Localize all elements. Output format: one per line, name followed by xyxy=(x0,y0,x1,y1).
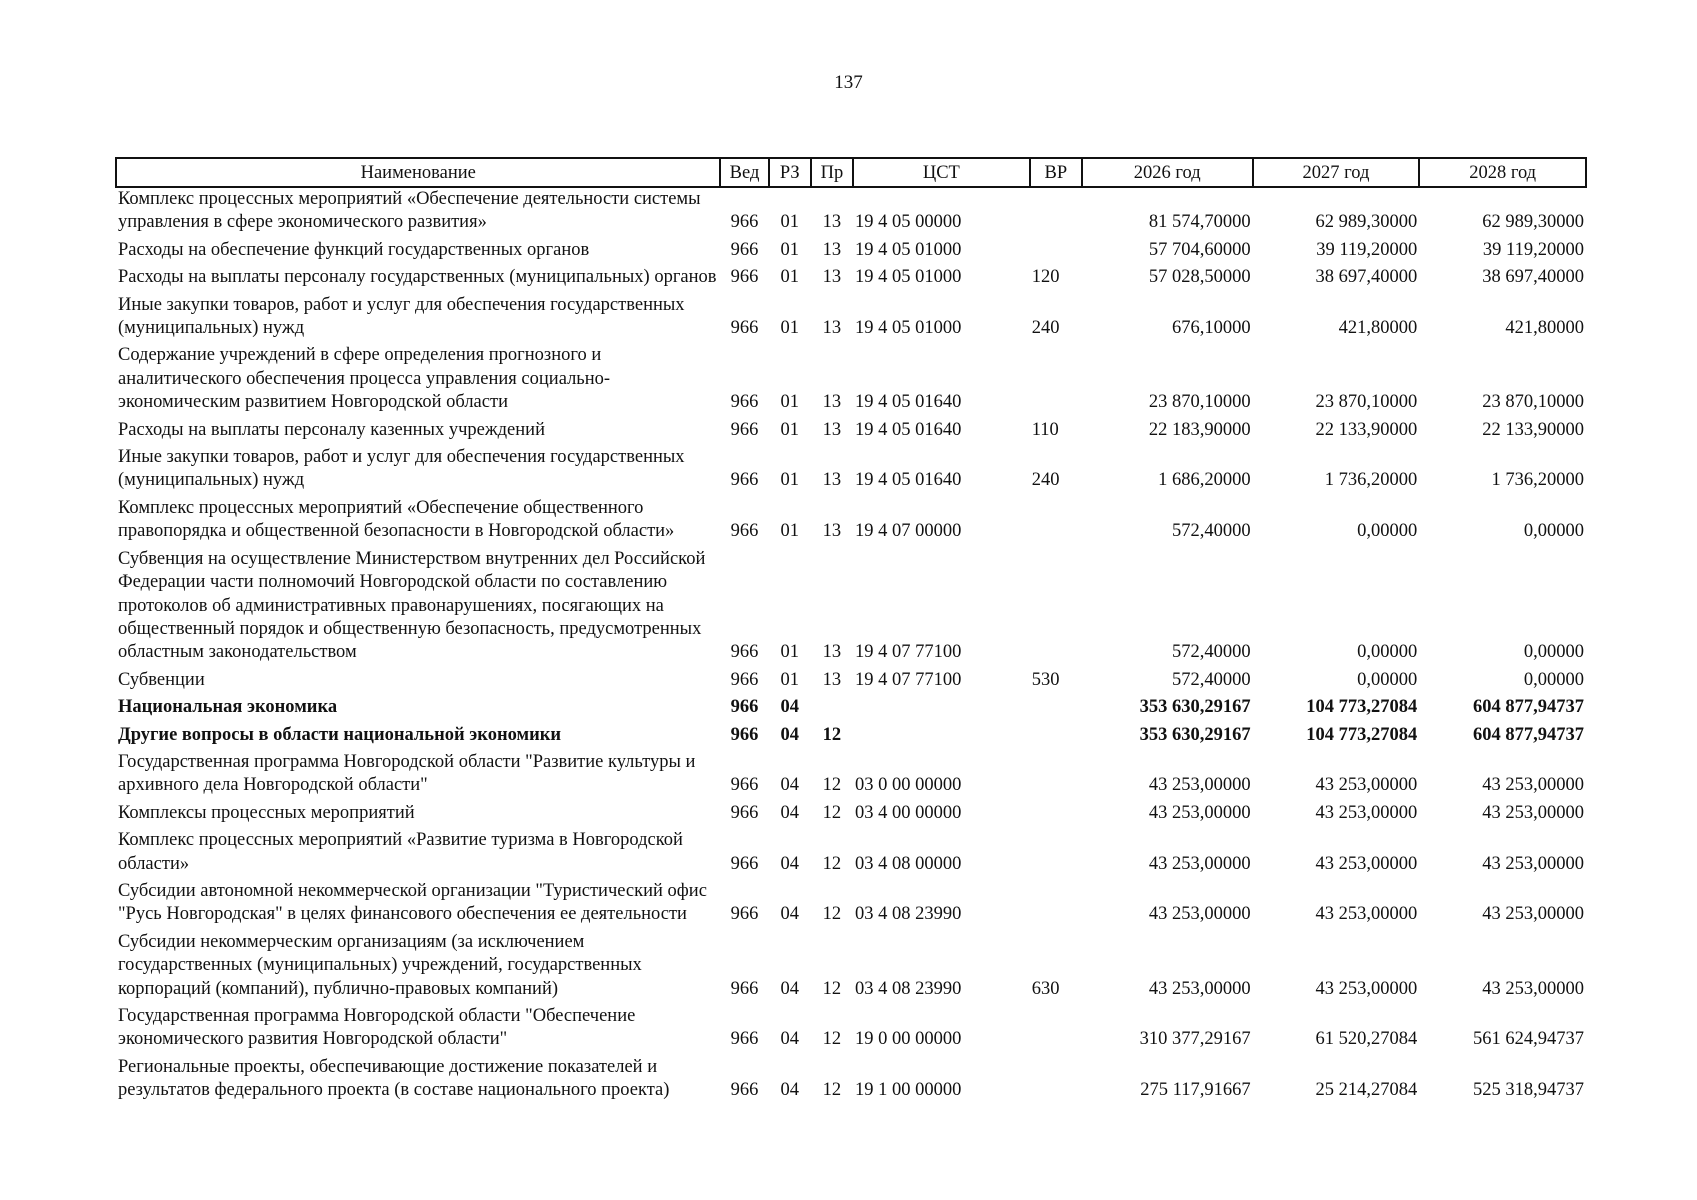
row-pr: 13 xyxy=(822,392,842,413)
row-pr: 13 xyxy=(822,419,842,440)
row-rz: 01 xyxy=(780,267,799,288)
row-amount-2026: 43 253,00000 xyxy=(1148,853,1251,874)
row-rz: 04 xyxy=(780,802,799,823)
row-amount-2027: 61 520,27084 xyxy=(1315,1029,1418,1050)
row-amount-2026: 275 117,91667 xyxy=(1140,1080,1251,1101)
row-rz: 01 xyxy=(780,318,799,339)
row-amount-2027: 0,00000 xyxy=(1357,642,1418,663)
row-rz: 01 xyxy=(780,470,799,491)
header-vr: ВР xyxy=(1030,158,1082,187)
row-rz: 01 xyxy=(780,642,799,663)
row-name: Региональные проекты, обеспечивающие достижение показателей и результатов федерального проекта (в составе национального проекта) xyxy=(118,1056,670,1101)
row-rz: 01 xyxy=(780,212,799,233)
row-vr xyxy=(1030,692,1082,719)
row-vr: 240 xyxy=(1031,318,1060,339)
row-amount-2028: 561 624,94737 xyxy=(1473,1029,1584,1050)
header-rz: РЗ xyxy=(769,158,811,187)
row-cst: 19 4 05 01000 xyxy=(854,239,962,260)
row-pr: 13 xyxy=(822,470,842,491)
row-ved: 966 xyxy=(730,1080,759,1101)
row-name: Расходы на выплаты персоналу государственных (муниципальных) органов xyxy=(118,267,717,288)
row-amount-2027: 62 989,30000 xyxy=(1315,212,1418,233)
row-name: Комплекс процессных мероприятий «Развитие туризма в Новгородской области» xyxy=(118,830,683,874)
row-cst: 19 4 07 77100 xyxy=(854,642,962,663)
row-pr: 13 xyxy=(822,318,842,339)
row-amount-2026: 1 686,20000 xyxy=(1158,470,1251,491)
row-name: Субвенция на осуществление Министерством внутренних дел Российской Федерации части полномочий Новгородской области по составлению протоколов об административных правонарушениях, посягающих на общественный порядок и общественную безопасность, предусмотренных областным законодательством xyxy=(118,548,706,663)
row-pr: 12 xyxy=(822,853,842,874)
row-amount-2028: 43 253,00000 xyxy=(1482,904,1584,925)
row-cst: 03 4 00 00000 xyxy=(854,802,962,823)
row-vr xyxy=(1030,747,1082,798)
row-amount-2026: 57 704,60000 xyxy=(1148,239,1251,260)
table-row xyxy=(116,876,1586,927)
row-cst: 19 4 05 01640 xyxy=(854,392,962,413)
row-vr xyxy=(1030,187,1082,235)
row-cst: 19 4 05 01000 xyxy=(854,318,962,339)
table-row xyxy=(116,747,1586,798)
row-ved: 966 xyxy=(730,697,759,718)
row-name: Субсидии автономной некоммерческой организации "Туристический офис "Русь Новгородская" в целях финансового обеспечения ее деятельности xyxy=(118,880,707,925)
row-name: Субвенции xyxy=(118,669,205,690)
row-amount-2027: 421,80000 xyxy=(1338,318,1418,339)
row-ved: 966 xyxy=(730,212,759,233)
row-pr: 13 xyxy=(822,669,842,690)
row-amount-2028: 38 697,40000 xyxy=(1482,267,1584,288)
table-row xyxy=(116,692,1586,719)
row-pr: 12 xyxy=(822,978,842,999)
row-amount-2026: 572,40000 xyxy=(1171,521,1251,542)
row-ved: 966 xyxy=(730,724,759,745)
row-ved: 966 xyxy=(730,642,759,663)
row-ved: 966 xyxy=(730,802,759,823)
row-name: Субсидии некоммерческим организациям (за исключением государственных (муниципальных) учреждений, государственных корпораций (компаний), публично-правовых компаний) xyxy=(118,931,642,999)
row-cst: 03 4 08 00000 xyxy=(854,853,962,874)
row-amount-2027: 43 253,00000 xyxy=(1315,802,1418,823)
header-pr: Пр xyxy=(811,158,853,187)
row-amount-2026: 572,40000 xyxy=(1171,642,1251,663)
table-row xyxy=(116,798,1586,825)
row-amount-2026: 22 183,90000 xyxy=(1148,419,1251,440)
row-amount-2028: 604 877,94737 xyxy=(1473,697,1584,718)
row-rz: 04 xyxy=(780,978,799,999)
header-2028: 2028 год xyxy=(1419,158,1586,187)
row-ved: 966 xyxy=(730,392,759,413)
page-number: 137 xyxy=(834,72,863,93)
row-cst: 19 1 00 00000 xyxy=(854,1080,962,1101)
table-row xyxy=(116,442,1586,493)
row-rz: 04 xyxy=(780,697,799,718)
row-amount-2026: 676,10000 xyxy=(1171,318,1251,339)
row-vr xyxy=(1030,825,1082,876)
row-amount-2027: 23 870,10000 xyxy=(1315,392,1418,413)
row-amount-2027: 43 253,00000 xyxy=(1315,978,1418,999)
row-rz: 04 xyxy=(780,853,799,874)
row-pr: 12 xyxy=(822,724,842,745)
row-vr: 120 xyxy=(1031,267,1060,288)
row-amount-2027: 43 253,00000 xyxy=(1315,853,1418,874)
row-amount-2028: 0,00000 xyxy=(1523,669,1584,690)
row-vr: 240 xyxy=(1031,470,1060,491)
row-name: Комплекс процессных мероприятий «Обеспечение деятельности системы управления в сфере экономического развития» xyxy=(118,189,701,233)
row-cst xyxy=(853,720,1030,747)
row-ved: 966 xyxy=(730,267,759,288)
row-pr: 13 xyxy=(822,642,842,663)
row-amount-2027: 0,00000 xyxy=(1357,669,1418,690)
row-ved: 966 xyxy=(730,318,759,339)
table-row xyxy=(116,290,1586,341)
row-amount-2026: 57 028,50000 xyxy=(1148,267,1251,288)
table-row xyxy=(116,927,1586,1001)
row-pr: 13 xyxy=(822,212,842,233)
table-row xyxy=(116,262,1586,289)
table-row xyxy=(116,235,1586,262)
row-amount-2028: 39 119,20000 xyxy=(1482,239,1584,260)
row-pr: 12 xyxy=(822,1080,842,1101)
row-ved: 966 xyxy=(730,419,759,440)
row-rz: 04 xyxy=(780,1029,799,1050)
row-ved: 966 xyxy=(730,904,759,925)
row-cst: 19 4 05 01000 xyxy=(854,267,962,288)
row-vr xyxy=(1030,1001,1082,1052)
row-amount-2027: 1 736,20000 xyxy=(1324,470,1418,491)
row-amount-2028: 0,00000 xyxy=(1523,642,1584,663)
row-vr: 630 xyxy=(1031,978,1060,999)
header-cst: ЦСТ xyxy=(853,158,1030,187)
row-cst: 19 4 05 01640 xyxy=(854,419,962,440)
row-vr: 530 xyxy=(1031,669,1060,690)
row-amount-2026: 43 253,00000 xyxy=(1148,904,1251,925)
row-pr: 13 xyxy=(822,239,842,260)
row-ved: 966 xyxy=(730,470,759,491)
row-cst: 19 4 05 01640 xyxy=(854,470,962,491)
row-rz: 01 xyxy=(780,392,799,413)
row-vr xyxy=(1030,493,1082,544)
row-name: Государственная программа Новгородской области "Обеспечение экономического развития Новгородской области" xyxy=(118,1006,636,1050)
row-vr xyxy=(1030,340,1082,414)
row-cst: 19 4 05 00000 xyxy=(854,212,962,233)
row-amount-2026: 572,40000 xyxy=(1171,669,1251,690)
row-rz: 01 xyxy=(780,521,799,542)
row-amount-2028: 23 870,10000 xyxy=(1482,392,1584,413)
row-amount-2026: 310 377,29167 xyxy=(1139,1029,1251,1050)
row-name: Иные закупки товаров, работ и услуг для обеспечения государственных (муниципальных) нужд xyxy=(118,294,685,339)
row-name: Государственная программа Новгородской области "Развитие культуры и архивного дела Новгородской области" xyxy=(118,751,696,796)
table-row xyxy=(116,415,1586,442)
row-pr xyxy=(811,692,853,719)
row-amount-2027: 104 773,27084 xyxy=(1306,697,1418,718)
row-amount-2027: 25 214,27084 xyxy=(1315,1080,1418,1101)
row-pr: 12 xyxy=(822,802,842,823)
row-pr: 13 xyxy=(822,267,842,288)
row-amount-2028: 604 877,94737 xyxy=(1473,724,1584,745)
row-name: Иные закупки товаров, работ и услуг для обеспечения государственных (муниципальных) нужд xyxy=(118,447,685,491)
table-row xyxy=(116,720,1586,747)
row-amount-2028: 525 318,94737 xyxy=(1473,1080,1584,1101)
row-amount-2026: 353 630,29167 xyxy=(1139,724,1251,745)
row-amount-2028: 1 736,20000 xyxy=(1491,470,1584,491)
header-name: Наименование xyxy=(116,158,720,187)
row-cst: 03 0 00 00000 xyxy=(854,775,962,796)
row-ved: 966 xyxy=(730,978,759,999)
row-amount-2027: 39 119,20000 xyxy=(1316,239,1418,260)
row-ved: 966 xyxy=(730,669,759,690)
table-row xyxy=(116,544,1586,665)
row-rz: 04 xyxy=(780,904,799,925)
row-ved: 966 xyxy=(730,521,759,542)
row-cst: 03 4 08 23990 xyxy=(854,978,962,999)
row-vr xyxy=(1030,1052,1082,1103)
row-ved: 966 xyxy=(730,853,759,874)
row-cst xyxy=(853,692,1030,719)
table-row xyxy=(116,493,1586,544)
row-amount-2026: 43 253,00000 xyxy=(1148,775,1251,796)
header-2027: 2027 год xyxy=(1253,158,1420,187)
row-cst: 19 4 07 00000 xyxy=(854,521,962,542)
row-amount-2027: 0,00000 xyxy=(1357,521,1418,542)
row-amount-2026: 353 630,29167 xyxy=(1139,697,1251,718)
table-row xyxy=(116,665,1586,692)
row-amount-2028: 0,00000 xyxy=(1523,521,1584,542)
row-pr: 12 xyxy=(822,775,842,796)
row-vr: 110 xyxy=(1031,419,1059,440)
row-amount-2027: 22 133,90000 xyxy=(1315,419,1418,440)
row-vr xyxy=(1030,720,1082,747)
row-amount-2026: 43 253,00000 xyxy=(1148,802,1251,823)
row-cst: 03 4 08 23990 xyxy=(854,904,962,925)
row-pr: 13 xyxy=(822,521,842,542)
row-vr xyxy=(1030,876,1082,927)
row-pr: 12 xyxy=(822,904,842,925)
row-vr xyxy=(1030,544,1082,665)
row-amount-2028: 22 133,90000 xyxy=(1482,419,1584,440)
row-amount-2028: 43 253,00000 xyxy=(1482,802,1584,823)
row-amount-2027: 43 253,00000 xyxy=(1315,775,1418,796)
row-rz: 04 xyxy=(780,1080,799,1101)
table-row xyxy=(116,825,1586,876)
row-vr xyxy=(1030,235,1082,262)
row-amount-2028: 43 253,00000 xyxy=(1482,978,1584,999)
header-2026: 2026 год xyxy=(1082,158,1253,187)
row-ved: 966 xyxy=(730,239,759,260)
row-name: Национальная экономика xyxy=(118,697,338,718)
row-name: Комплекс процессных мероприятий «Обеспечение общественного правопорядка и общественной безопасности в Новгородской области» xyxy=(118,497,675,542)
row-name: Расходы на выплаты персоналу казенных учреждений xyxy=(118,419,545,440)
table-row xyxy=(116,187,1586,235)
row-name: Комплексы процессных мероприятий xyxy=(118,802,415,823)
row-amount-2026: 81 574,70000 xyxy=(1148,212,1251,233)
row-amount-2028: 43 253,00000 xyxy=(1482,775,1584,796)
row-amount-2026: 43 253,00000 xyxy=(1148,978,1251,999)
budget-table xyxy=(115,157,1587,1103)
row-rz: 04 xyxy=(780,724,799,745)
table-header-row xyxy=(116,158,1586,187)
row-amount-2028: 421,80000 xyxy=(1505,318,1584,339)
row-rz: 04 xyxy=(780,775,799,796)
row-pr: 12 xyxy=(822,1029,842,1050)
row-rz: 01 xyxy=(780,419,799,440)
row-amount-2027: 43 253,00000 xyxy=(1315,904,1418,925)
row-cst: 19 0 00 00000 xyxy=(854,1029,962,1050)
row-ved: 966 xyxy=(730,775,759,796)
row-name: Содержание учреждений в сфере определения прогнозного и аналитического обеспечения процесса управления социально-экономическим развитием Новгородской области xyxy=(118,345,611,413)
table-row xyxy=(116,340,1586,414)
row-rz: 01 xyxy=(780,239,799,260)
table-body xyxy=(116,187,1586,1103)
row-amount-2027: 104 773,27084 xyxy=(1306,724,1418,745)
row-amount-2028: 43 253,00000 xyxy=(1482,853,1584,874)
row-name: Другие вопросы в области национальной экономики xyxy=(118,724,562,745)
table-row xyxy=(116,1052,1586,1103)
row-ved: 966 xyxy=(730,1029,759,1050)
row-amount-2027: 38 697,40000 xyxy=(1315,267,1418,288)
row-name: Расходы на обеспечение функций государственных органов xyxy=(118,239,590,260)
header-ved: Вед xyxy=(720,158,768,187)
table-row xyxy=(116,1001,1586,1052)
row-amount-2026: 23 870,10000 xyxy=(1148,392,1251,413)
row-cst: 19 4 07 77100 xyxy=(854,669,962,690)
row-rz: 01 xyxy=(780,669,799,690)
row-vr xyxy=(1030,798,1082,825)
row-amount-2028: 62 989,30000 xyxy=(1482,212,1584,233)
